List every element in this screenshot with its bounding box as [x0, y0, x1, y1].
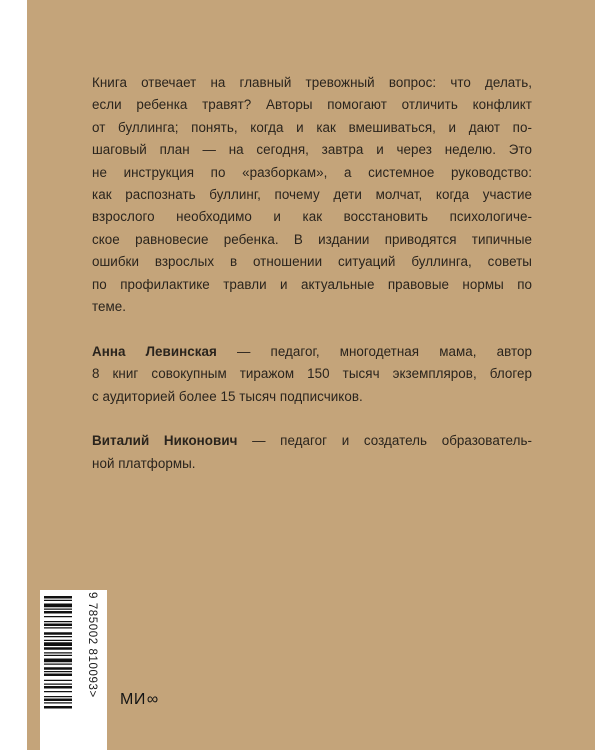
author-bio-text: — педагог и создатель образователь- [237, 433, 533, 449]
barcode-bar [44, 664, 72, 665]
barcode-bar [44, 647, 72, 650]
barcode-bar [44, 632, 72, 635]
description-line: Книга отвечает на главный тревожный вопрос: что делать, [92, 75, 532, 90]
barcode-bar [44, 609, 72, 610]
description-line: ское равновесие ребенка. В издании приводятся типичные [92, 231, 532, 247]
barcode-bar [44, 642, 72, 646]
barcode-bar [44, 600, 72, 601]
infinity-icon: ∞ [146, 691, 159, 708]
isbn-digits: 9 785002 810093 [86, 592, 98, 691]
publisher-logo [120, 691, 159, 709]
author-bio-nikonovich [92, 430, 532, 475]
barcode-bar [44, 659, 72, 663]
cover-text-block [92, 72, 532, 475]
author-bio-line [92, 430, 532, 452]
description-line: от буллинга; понять, когда и как вмешиваться, и дают по- [92, 119, 532, 135]
description-line: по профилактике травли и актуальные правовые нормы по [92, 276, 532, 292]
author-bio-line: ной платформы. [92, 455, 196, 471]
barcode-bar [44, 627, 72, 628]
author-bio-line [92, 341, 532, 363]
publisher-logo-text: МИ [120, 691, 146, 708]
author-name: Анна Левинская [92, 343, 217, 359]
barcode-bar [44, 604, 72, 608]
barcode-bar [44, 671, 72, 672]
author-bio-line: 8 книг совокупным тиражом 150 тысяч экземпляров, блогер [92, 366, 532, 382]
author-bio-text: — педагог, многодетная мама, автор [216, 343, 532, 359]
barcode-bar [44, 621, 72, 622]
barcode-bar [44, 667, 72, 670]
description-line: шаговый план — на сегодня, завтра и через неделю. Это [92, 142, 532, 158]
barcode-bar [44, 702, 72, 703]
barcode-bar [44, 611, 72, 614]
description-line: теме. [92, 299, 127, 315]
barcode-bar [44, 684, 72, 685]
description-line: не инструкция по «разборкам», а системное руководство: [92, 164, 532, 180]
barcode-bar [44, 636, 72, 637]
description-line: ошибки взрослых в отношении ситуаций буллинга, советы [92, 254, 532, 270]
barcode-bars [44, 596, 74, 746]
barcode-bar [44, 652, 72, 653]
barcode-bar [44, 616, 72, 617]
description-line: если ребенка травят? Авторы помогают отличить конфликт [92, 97, 532, 113]
barcode-bar [44, 680, 72, 681]
barcode-bar [44, 596, 72, 599]
description-paragraph [92, 72, 532, 318]
description-line: взрослого необходимо и как восстановить психологиче- [92, 209, 532, 225]
barcode-bar [44, 699, 72, 702]
barcode-bar [44, 674, 72, 677]
barcode-bar [44, 640, 72, 641]
author-bio-levinskaya [92, 341, 532, 408]
barcode-bar [44, 624, 72, 627]
barcode-bar [44, 696, 72, 697]
barcode-bar [44, 655, 72, 656]
author-bio-line: с аудиторией более 15 тысяч подписчиков. [92, 388, 363, 404]
author-name: Виталий Никонович [92, 433, 238, 449]
barcode-bar [44, 686, 72, 689]
isbn-number [76, 592, 98, 742]
barcode-bar [44, 691, 72, 692]
barcode-bar [44, 706, 72, 709]
description-line: как распознать буллинг, почему дети молчат, когда участие [92, 187, 532, 203]
isbn-suffix: > [86, 690, 98, 698]
